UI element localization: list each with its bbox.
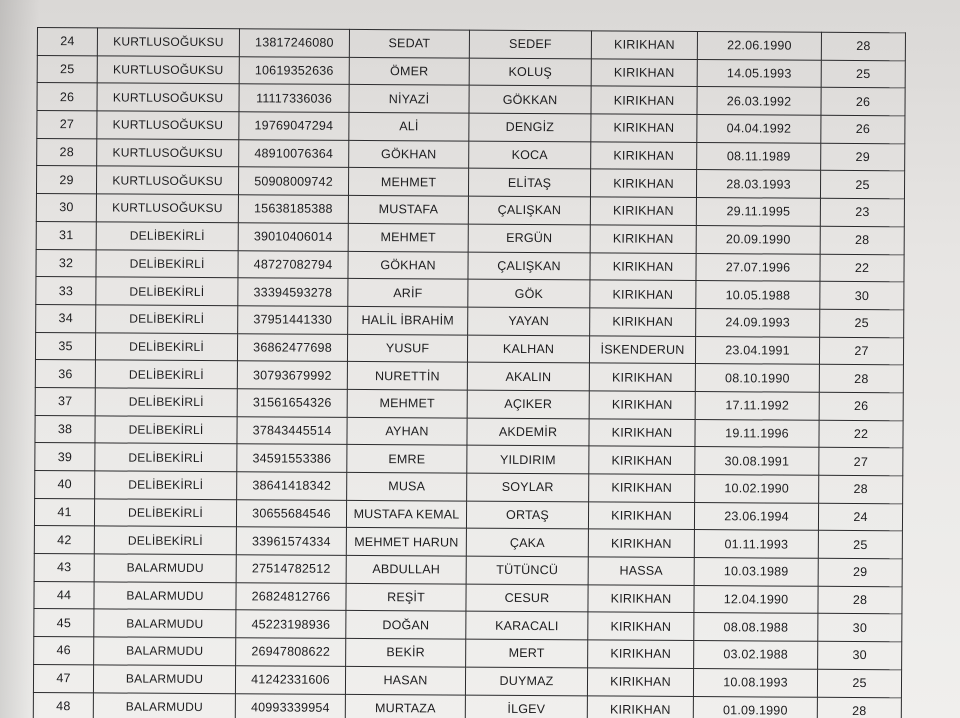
birth-date-cell: 22.06.1990 [697, 32, 821, 60]
district-cell: KIRIKHAN [591, 114, 697, 142]
age-cell: 27 [819, 448, 903, 476]
last-name-cell: TÜTÜNCÜ [466, 556, 588, 584]
age-cell: 29 [821, 143, 905, 171]
birth-date-cell: 08.10.1990 [695, 364, 819, 392]
last-name-cell: YAYAN [468, 307, 590, 335]
village-cell: DELİBEKİRLİ [95, 388, 237, 417]
age-cell: 26 [819, 392, 903, 420]
first-name-cell: BEKİR [346, 639, 466, 667]
birth-date-cell: 23.06.1994 [694, 502, 818, 530]
district-cell: KIRIKHAN [589, 363, 695, 391]
id-number-cell: 45223198936 [236, 610, 346, 638]
district-cell: KIRIKHAN [589, 419, 695, 447]
id-number-cell: 36862477698 [237, 333, 347, 361]
row-number-cell: 43 [34, 554, 94, 582]
birth-date-cell: 08.08.1988 [694, 613, 818, 641]
birth-date-cell: 17.11.1992 [695, 391, 819, 419]
birth-date-cell: 28.03.1993 [696, 170, 820, 198]
first-name-cell: HASAN [345, 666, 465, 694]
first-name-cell: MUSTAFA KEMAL [346, 500, 466, 528]
birth-date-cell: 08.11.1989 [697, 142, 821, 170]
first-name-cell: MEHMET [348, 168, 468, 196]
age-cell: 30 [818, 641, 902, 669]
row-number-cell: 45 [34, 609, 94, 637]
row-number-cell: 46 [34, 637, 94, 665]
birth-date-cell: 24.09.1993 [696, 308, 820, 336]
row-number-cell: 35 [35, 332, 95, 360]
first-name-cell: ÖMER [349, 57, 469, 85]
row-number-cell: 27 [37, 111, 97, 139]
district-cell: KIRIKHAN [588, 612, 694, 640]
last-name-cell: AÇIKER [467, 390, 589, 418]
first-name-cell: DOĞAN [346, 611, 466, 639]
first-name-cell: MEHMET [347, 389, 467, 417]
roster-table [33, 27, 906, 718]
age-cell: 28 [817, 697, 901, 718]
district-cell: KIRIKHAN [588, 640, 694, 668]
row-number-cell: 39 [35, 443, 95, 471]
village-cell: KURTLUSOĞUKSU [96, 166, 238, 195]
district-cell: KIRIKHAN [590, 225, 696, 253]
first-name-cell: REŞİT [346, 583, 466, 611]
age-cell: 27 [819, 337, 903, 365]
row-number-cell: 38 [35, 415, 95, 443]
roster-body [33, 28, 905, 718]
birth-date-cell: 20.09.1990 [696, 225, 820, 253]
birth-date-cell: 10.02.1990 [695, 475, 819, 503]
village-cell: KURTLUSOĞUKSU [97, 56, 239, 85]
first-name-cell: ABDULLAH [346, 555, 466, 583]
birth-date-cell: 10.08.1993 [693, 668, 817, 696]
id-number-cell: 31561654326 [237, 389, 347, 417]
id-number-cell: 26824812766 [236, 582, 346, 610]
district-cell: KIRIKHAN [589, 446, 695, 474]
id-number-cell: 19769047294 [239, 112, 349, 140]
first-name-cell: ARİF [348, 279, 468, 307]
id-number-cell: 40993339954 [235, 693, 345, 718]
first-name-cell: MEHMET HARUN [346, 528, 466, 556]
birth-date-cell: 19.11.1996 [695, 419, 819, 447]
village-cell: KURTLUSOĞUKSU [97, 111, 239, 140]
birth-date-cell: 30.08.1991 [695, 447, 819, 475]
last-name-cell: DUYMAZ [465, 667, 587, 695]
id-number-cell: 27514782512 [236, 555, 346, 583]
id-number-cell: 34591553386 [237, 444, 347, 472]
birth-date-cell: 10.03.1989 [694, 558, 818, 586]
age-cell: 28 [820, 226, 904, 254]
age-cell: 22 [819, 420, 903, 448]
last-name-cell: DENGİZ [469, 113, 591, 141]
first-name-cell: YUSUF [347, 334, 467, 362]
last-name-cell: KARACALI [466, 612, 588, 640]
district-cell: KIRIKHAN [588, 585, 694, 613]
district-cell: HASSA [588, 557, 694, 585]
row-number-cell: 44 [34, 581, 94, 609]
age-cell: 28 [818, 586, 902, 614]
last-name-cell: ELİTAŞ [468, 169, 590, 197]
age-cell: 28 [821, 32, 905, 60]
row-number-cell: 47 [33, 664, 93, 692]
birth-date-cell: 29.11.1995 [696, 198, 820, 226]
birth-date-cell: 27.07.1996 [696, 253, 820, 281]
district-cell: KIRIKHAN [591, 59, 697, 87]
first-name-cell: SEDAT [349, 29, 469, 57]
age-cell: 30 [820, 281, 904, 309]
birth-date-cell: 26.03.1992 [697, 87, 821, 115]
age-cell: 23 [820, 198, 904, 226]
village-cell: BALARMUDU [94, 609, 236, 638]
first-name-cell: ALİ [349, 112, 469, 140]
id-number-cell: 48910076364 [239, 139, 349, 167]
age-cell: 24 [818, 503, 902, 531]
age-cell: 28 [819, 475, 903, 503]
row-number-cell: 34 [36, 304, 96, 332]
id-number-cell: 38641418342 [237, 472, 347, 500]
row-number-cell: 26 [37, 83, 97, 111]
district-cell: KIRIKHAN [591, 86, 697, 114]
first-name-cell: HALİL İBRAHİM [348, 306, 468, 334]
row-number-cell: 25 [37, 55, 97, 83]
id-number-cell: 33961574334 [236, 527, 346, 555]
age-cell: 25 [820, 309, 904, 337]
district-cell: KIRIKHAN [589, 474, 695, 502]
village-cell: DELİBEKİRLİ [95, 443, 237, 472]
last-name-cell: YILDIRIM [467, 445, 589, 473]
village-cell: DELİBEKİRLİ [96, 249, 238, 278]
village-cell: DELİBEKİRLİ [94, 499, 236, 528]
last-name-cell: AKDEMİR [467, 418, 589, 446]
last-name-cell: SEDEF [469, 30, 591, 58]
district-cell: KIRIKHAN [590, 252, 696, 280]
last-name-cell: ERGÜN [468, 224, 590, 252]
row-number-cell: 42 [34, 526, 94, 554]
last-name-cell: ORTAŞ [466, 501, 588, 529]
village-cell: DELİBEKİRLİ [94, 526, 236, 555]
first-name-cell: NİYAZİ [349, 85, 469, 113]
id-number-cell: 30793679992 [237, 361, 347, 389]
district-cell: KIRIKHAN [590, 197, 696, 225]
last-name-cell: KALHAN [467, 335, 589, 363]
district-cell: KIRIKHAN [590, 280, 696, 308]
age-cell: 26 [821, 88, 905, 116]
village-cell: BALARMUDU [93, 665, 235, 694]
first-name-cell: NURETTİN [347, 362, 467, 390]
village-cell: DELİBEKİRLİ [95, 415, 237, 444]
village-cell: BALARMUDU [94, 582, 236, 611]
last-name-cell: AKALIN [467, 362, 589, 390]
district-cell: KIRIKHAN [588, 502, 694, 530]
id-number-cell: 26947808622 [236, 638, 346, 666]
village-cell: DELİBEKİRLİ [95, 360, 237, 389]
first-name-cell: AYHAN [347, 417, 467, 445]
district-cell: KIRIKHAN [588, 529, 694, 557]
district-cell: KIRIKHAN [590, 308, 696, 336]
row-number-cell: 31 [36, 221, 96, 249]
row-number-cell: 40 [35, 470, 95, 498]
last-name-cell: MERT [466, 639, 588, 667]
row-number-cell: 30 [36, 194, 96, 222]
birth-date-cell: 03.02.1988 [694, 641, 818, 669]
row-number-cell: 33 [36, 277, 96, 305]
id-number-cell: 41242331606 [235, 666, 345, 694]
district-cell: KIRIKHAN [590, 169, 696, 197]
first-name-cell: EMRE [347, 445, 467, 473]
last-name-cell: ÇALIŞKAN [468, 196, 590, 224]
age-cell: 29 [818, 558, 902, 586]
birth-date-cell: 10.05.1988 [696, 281, 820, 309]
age-cell: 25 [817, 669, 901, 697]
district-cell: KIRIKHAN [591, 31, 697, 59]
district-cell: İSKENDERUN [589, 335, 695, 363]
id-number-cell: 39010406014 [238, 223, 348, 251]
village-cell: BALARMUDU [94, 554, 236, 583]
id-number-cell: 11117336036 [239, 84, 349, 112]
first-name-cell: MUSTAFA [348, 196, 468, 224]
id-number-cell: 48727082794 [238, 250, 348, 278]
id-number-cell: 15638185388 [238, 195, 348, 223]
row-number-cell: 28 [37, 138, 97, 166]
birth-date-cell: 01.11.1993 [694, 530, 818, 558]
district-cell: KIRIKHAN [589, 391, 695, 419]
row-number-cell: 37 [35, 387, 95, 415]
birth-date-cell: 14.05.1993 [697, 59, 821, 87]
village-cell: KURTLUSOĞUKSU [97, 139, 239, 168]
age-cell: 26 [821, 115, 905, 143]
last-name-cell: CESUR [466, 584, 588, 612]
id-number-cell: 30655684546 [236, 499, 346, 527]
first-name-cell: GÖKHAN [348, 251, 468, 279]
birth-date-cell: 12.04.1990 [694, 585, 818, 613]
row-number-cell: 36 [35, 360, 95, 388]
village-cell: DELİBEKİRLİ [96, 222, 238, 251]
village-cell: KURTLUSOĞUKSU [96, 194, 238, 223]
district-cell: KIRIKHAN [587, 668, 693, 696]
village-cell: DELİBEKİRLİ [96, 277, 238, 306]
last-name-cell: GÖKKAN [469, 86, 591, 114]
first-name-cell: MURTAZA [345, 694, 465, 718]
first-name-cell: MEHMET [348, 223, 468, 251]
first-name-cell: MUSA [347, 472, 467, 500]
village-cell: BALARMUDU [94, 637, 236, 666]
last-name-cell: KOCA [469, 141, 591, 169]
id-number-cell: 33394593278 [238, 278, 348, 306]
village-cell: BALARMUDU [93, 692, 235, 718]
row-number-cell: 32 [36, 249, 96, 277]
birth-date-cell: 01.09.1990 [693, 696, 817, 718]
first-name-cell: GÖKHAN [349, 140, 469, 168]
birth-date-cell: 23.04.1991 [695, 336, 819, 364]
last-name-cell: KOLUŞ [469, 58, 591, 86]
age-cell: 28 [819, 365, 903, 393]
row-number-cell: 41 [34, 498, 94, 526]
village-cell: DELİBEKİRLİ [95, 332, 237, 361]
row-number-cell: 24 [37, 28, 97, 56]
last-name-cell: ÇAKA [466, 529, 588, 557]
district-cell: KIRIKHAN [591, 142, 697, 170]
last-name-cell: SOYLAR [467, 473, 589, 501]
village-cell: DELİBEKİRLİ [95, 471, 237, 500]
id-number-cell: 37951441330 [238, 306, 348, 334]
age-cell: 25 [818, 531, 902, 559]
district-cell: KIRIKHAN [587, 695, 693, 718]
id-number-cell: 50908009742 [238, 167, 348, 195]
age-cell: 25 [821, 60, 905, 88]
birth-date-cell: 04.04.1992 [697, 115, 821, 143]
village-cell: KURTLUSOĞUKSU [97, 28, 239, 57]
village-cell: DELİBEKİRLİ [96, 305, 238, 334]
row-number-cell: 48 [33, 692, 93, 718]
last-name-cell: GÖK [468, 279, 590, 307]
last-name-cell: ÇALIŞKAN [468, 252, 590, 280]
age-cell: 22 [820, 254, 904, 282]
row-number-cell: 29 [36, 166, 96, 194]
last-name-cell: İLGEV [465, 695, 587, 718]
village-cell: KURTLUSOĞUKSU [97, 83, 239, 112]
id-number-cell: 10619352636 [239, 56, 349, 84]
age-cell: 30 [818, 614, 902, 642]
id-number-cell: 37843445514 [237, 416, 347, 444]
id-number-cell: 13817246080 [239, 29, 349, 57]
table-row [33, 692, 901, 718]
age-cell: 25 [820, 171, 904, 199]
